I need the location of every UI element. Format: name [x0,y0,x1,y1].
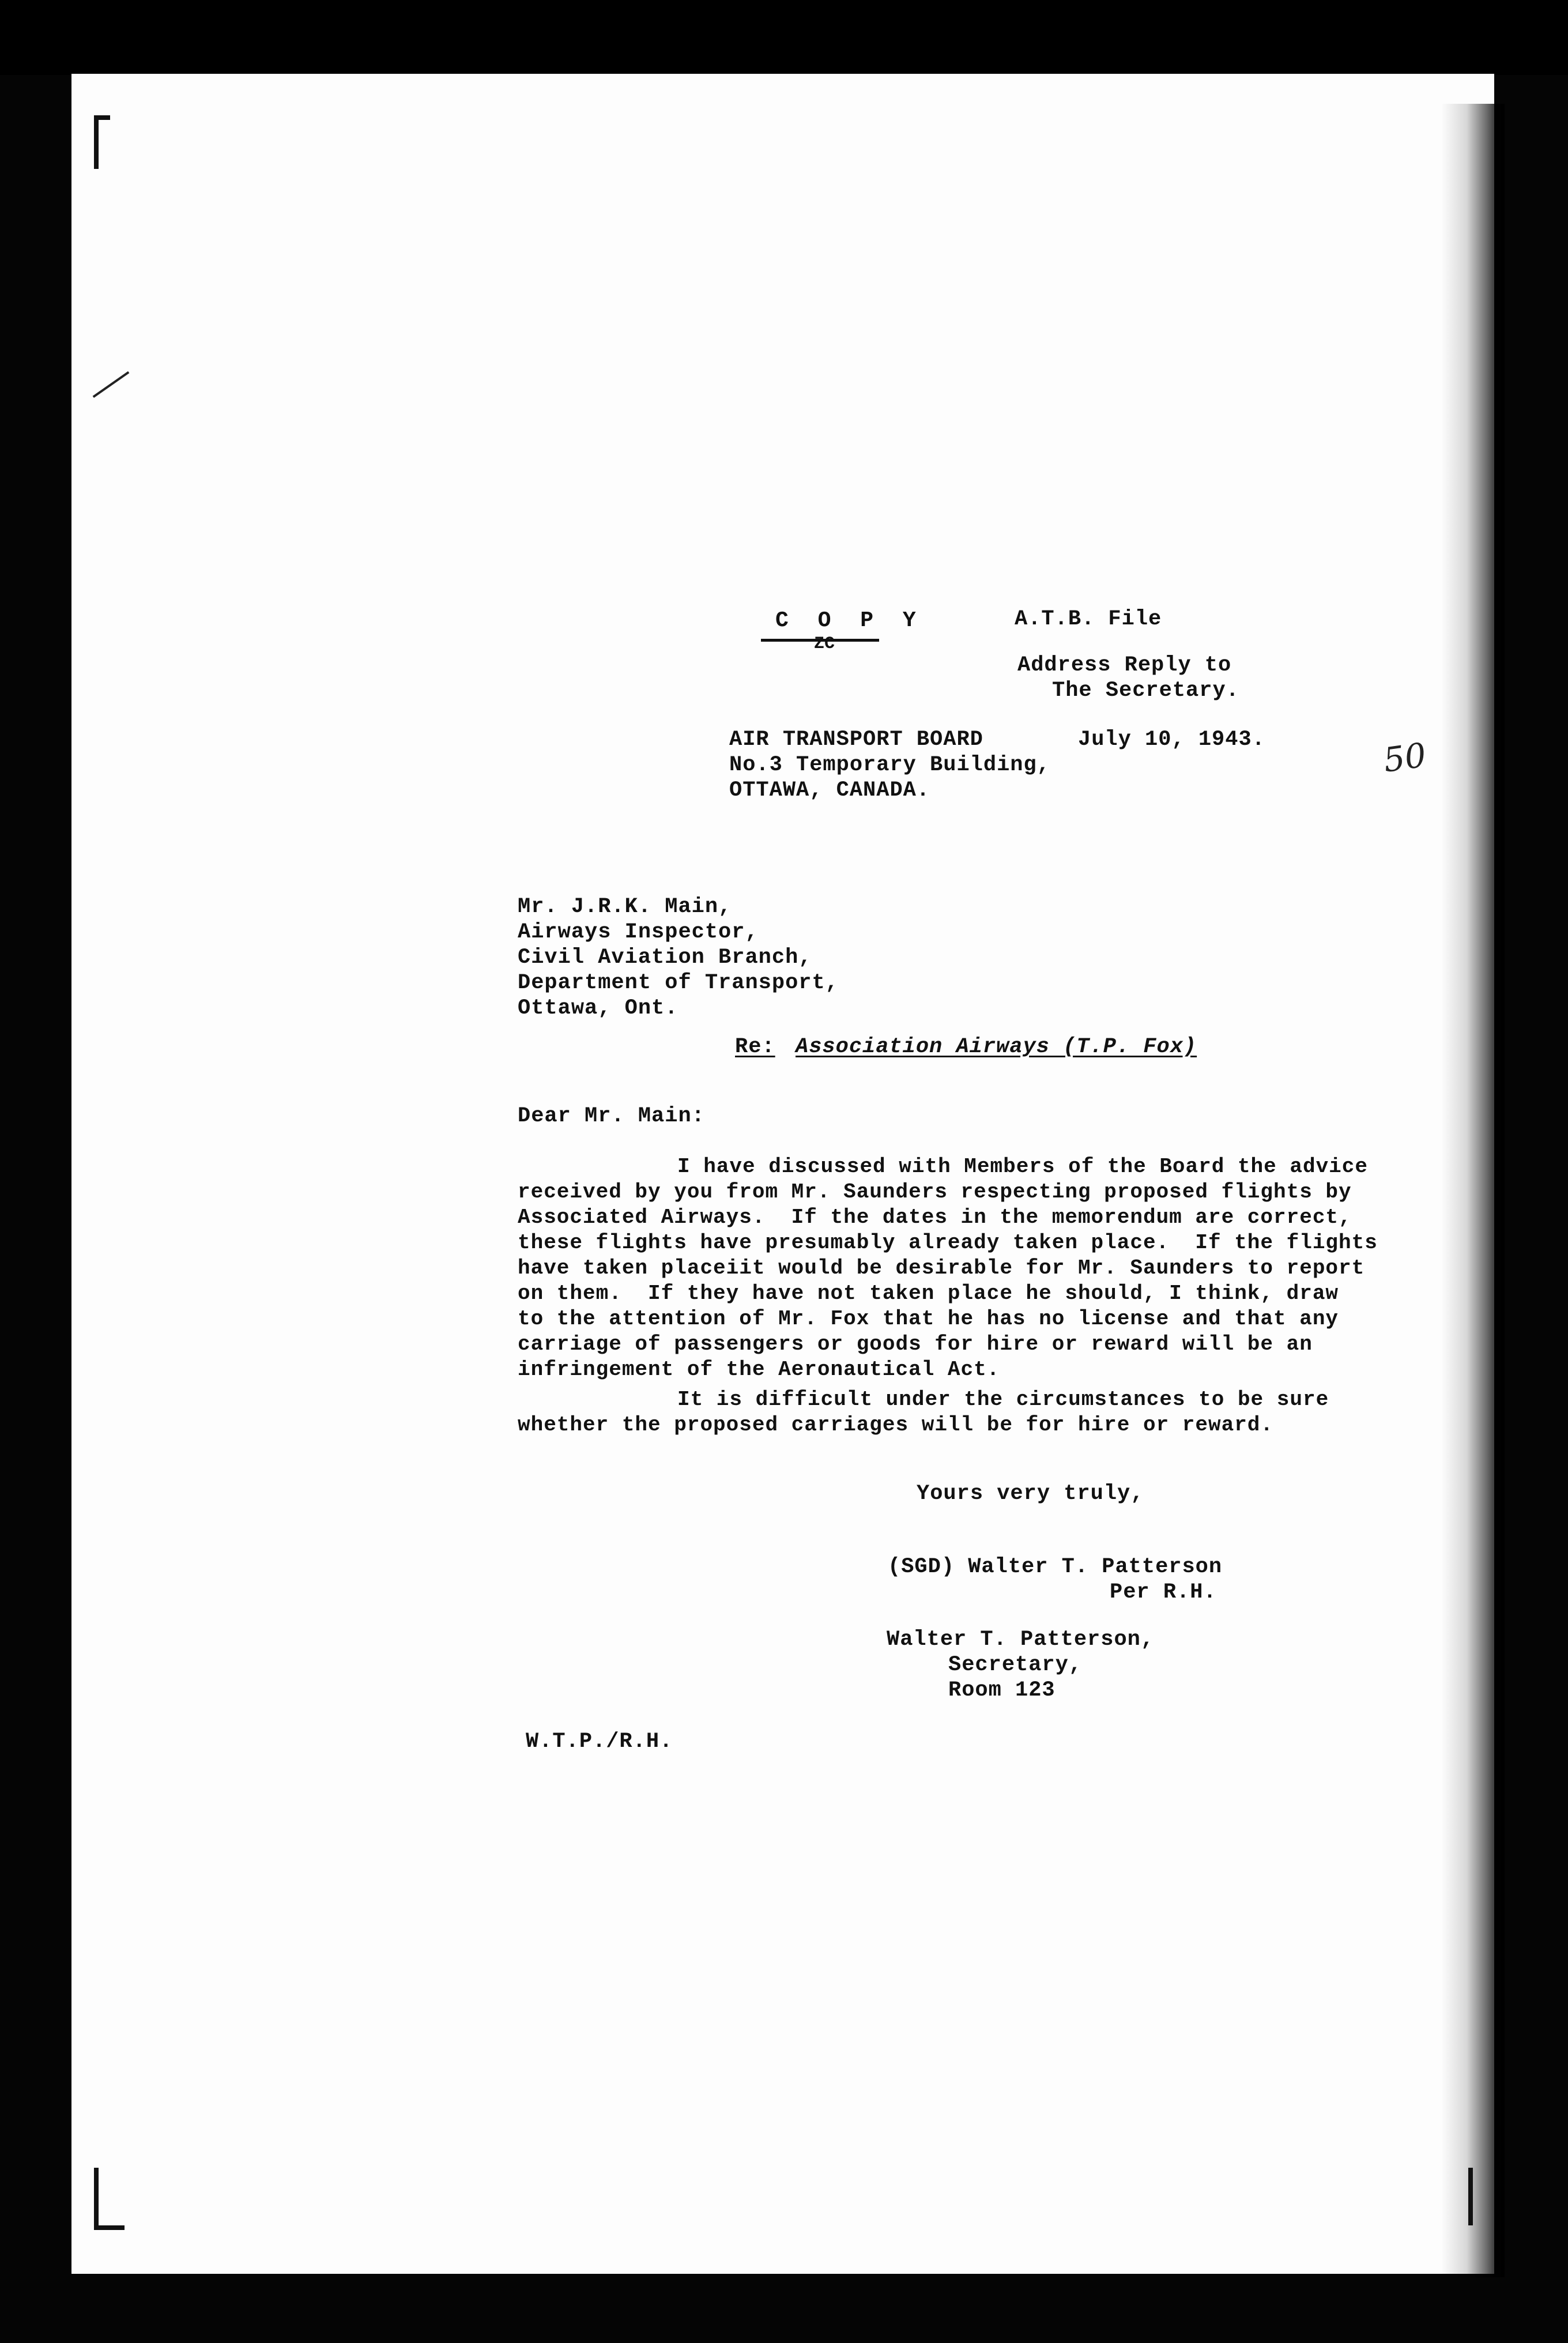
signed-line: (SGD) Walter T. Patterson [888,1555,1223,1579]
signatory-title: Secretary, [948,1653,1083,1677]
body-line: It is difficult under the circumstances to be sure [677,1388,1329,1411]
scan-top-border [0,0,1568,75]
handwritten-margin-note: 50 [1381,735,1429,780]
signatory-name: Walter T. Patterson, [887,1628,1155,1652]
body-line: Associated Airways. If the dates in the memorendum are correct, [518,1206,1352,1229]
body-line: received by you from Mr. Saunders respecting proposed flights by [518,1180,1352,1204]
crop-mark-top-left [94,115,110,169]
signed-per: Per R.H. [1110,1580,1217,1604]
crop-mark-bottom-left [94,2168,125,2230]
recipient-line: Civil Aviation Branch, [518,946,812,970]
body-line: have taken placeiit would be desirable for Mr. Saunders to report [518,1256,1365,1280]
recipient-line: Mr. J.R.K. Main, [518,895,732,919]
scan-right-edge-shadow [1441,104,1505,2277]
address-reply-line-2: The Secretary. [1052,679,1239,703]
body-line: whether the proposed carriages will be for hire or reward. [518,1413,1274,1437]
body-line: on them. If they have not taken place he should, I think, draw [518,1282,1339,1305]
copy-mark: C O P Y [775,608,924,633]
body-line: infringement of the Aeronautical Act. [518,1358,1000,1381]
body-line: I have discussed with Members of the Board the advice [677,1155,1368,1178]
subject-line: Association Airways (T.P. Fox) [796,1035,1197,1059]
sender-city: OTTAWA, CANADA. [729,778,930,803]
salutation: Dear Mr. Main: [518,1104,705,1128]
recipient-line: Airways Inspector, [518,920,759,944]
recipient-line: Department of Transport, [518,971,839,995]
recipient-line: Ottawa, Ont. [518,996,679,1020]
body-line: carriage of passengers or goods for hire or reward will be an [518,1332,1313,1356]
copy-code: ZC [814,634,835,654]
signatory-room: Room 123 [948,1678,1056,1702]
sender-organization: AIR TRANSPORT BOARD [729,728,983,752]
subject-label: Re: [735,1035,775,1059]
body-line: to the attention of Mr. Fox that he has no license and that any [518,1307,1339,1331]
body-line: these flights have presumably already taken place. If the flights [518,1231,1378,1255]
address-reply-line-1: Address Reply to [1017,653,1232,677]
reference-initials: W.T.P./R.H. [526,1730,673,1754]
letter-date: July 10, 1943. [1078,728,1265,752]
crop-mark-bottom-right [1454,2168,1473,2225]
closing: Yours very truly, [917,1482,1144,1506]
sender-building: No.3 Temporary Building, [729,753,1050,777]
file-reference: A.T.B. File [1015,607,1162,631]
